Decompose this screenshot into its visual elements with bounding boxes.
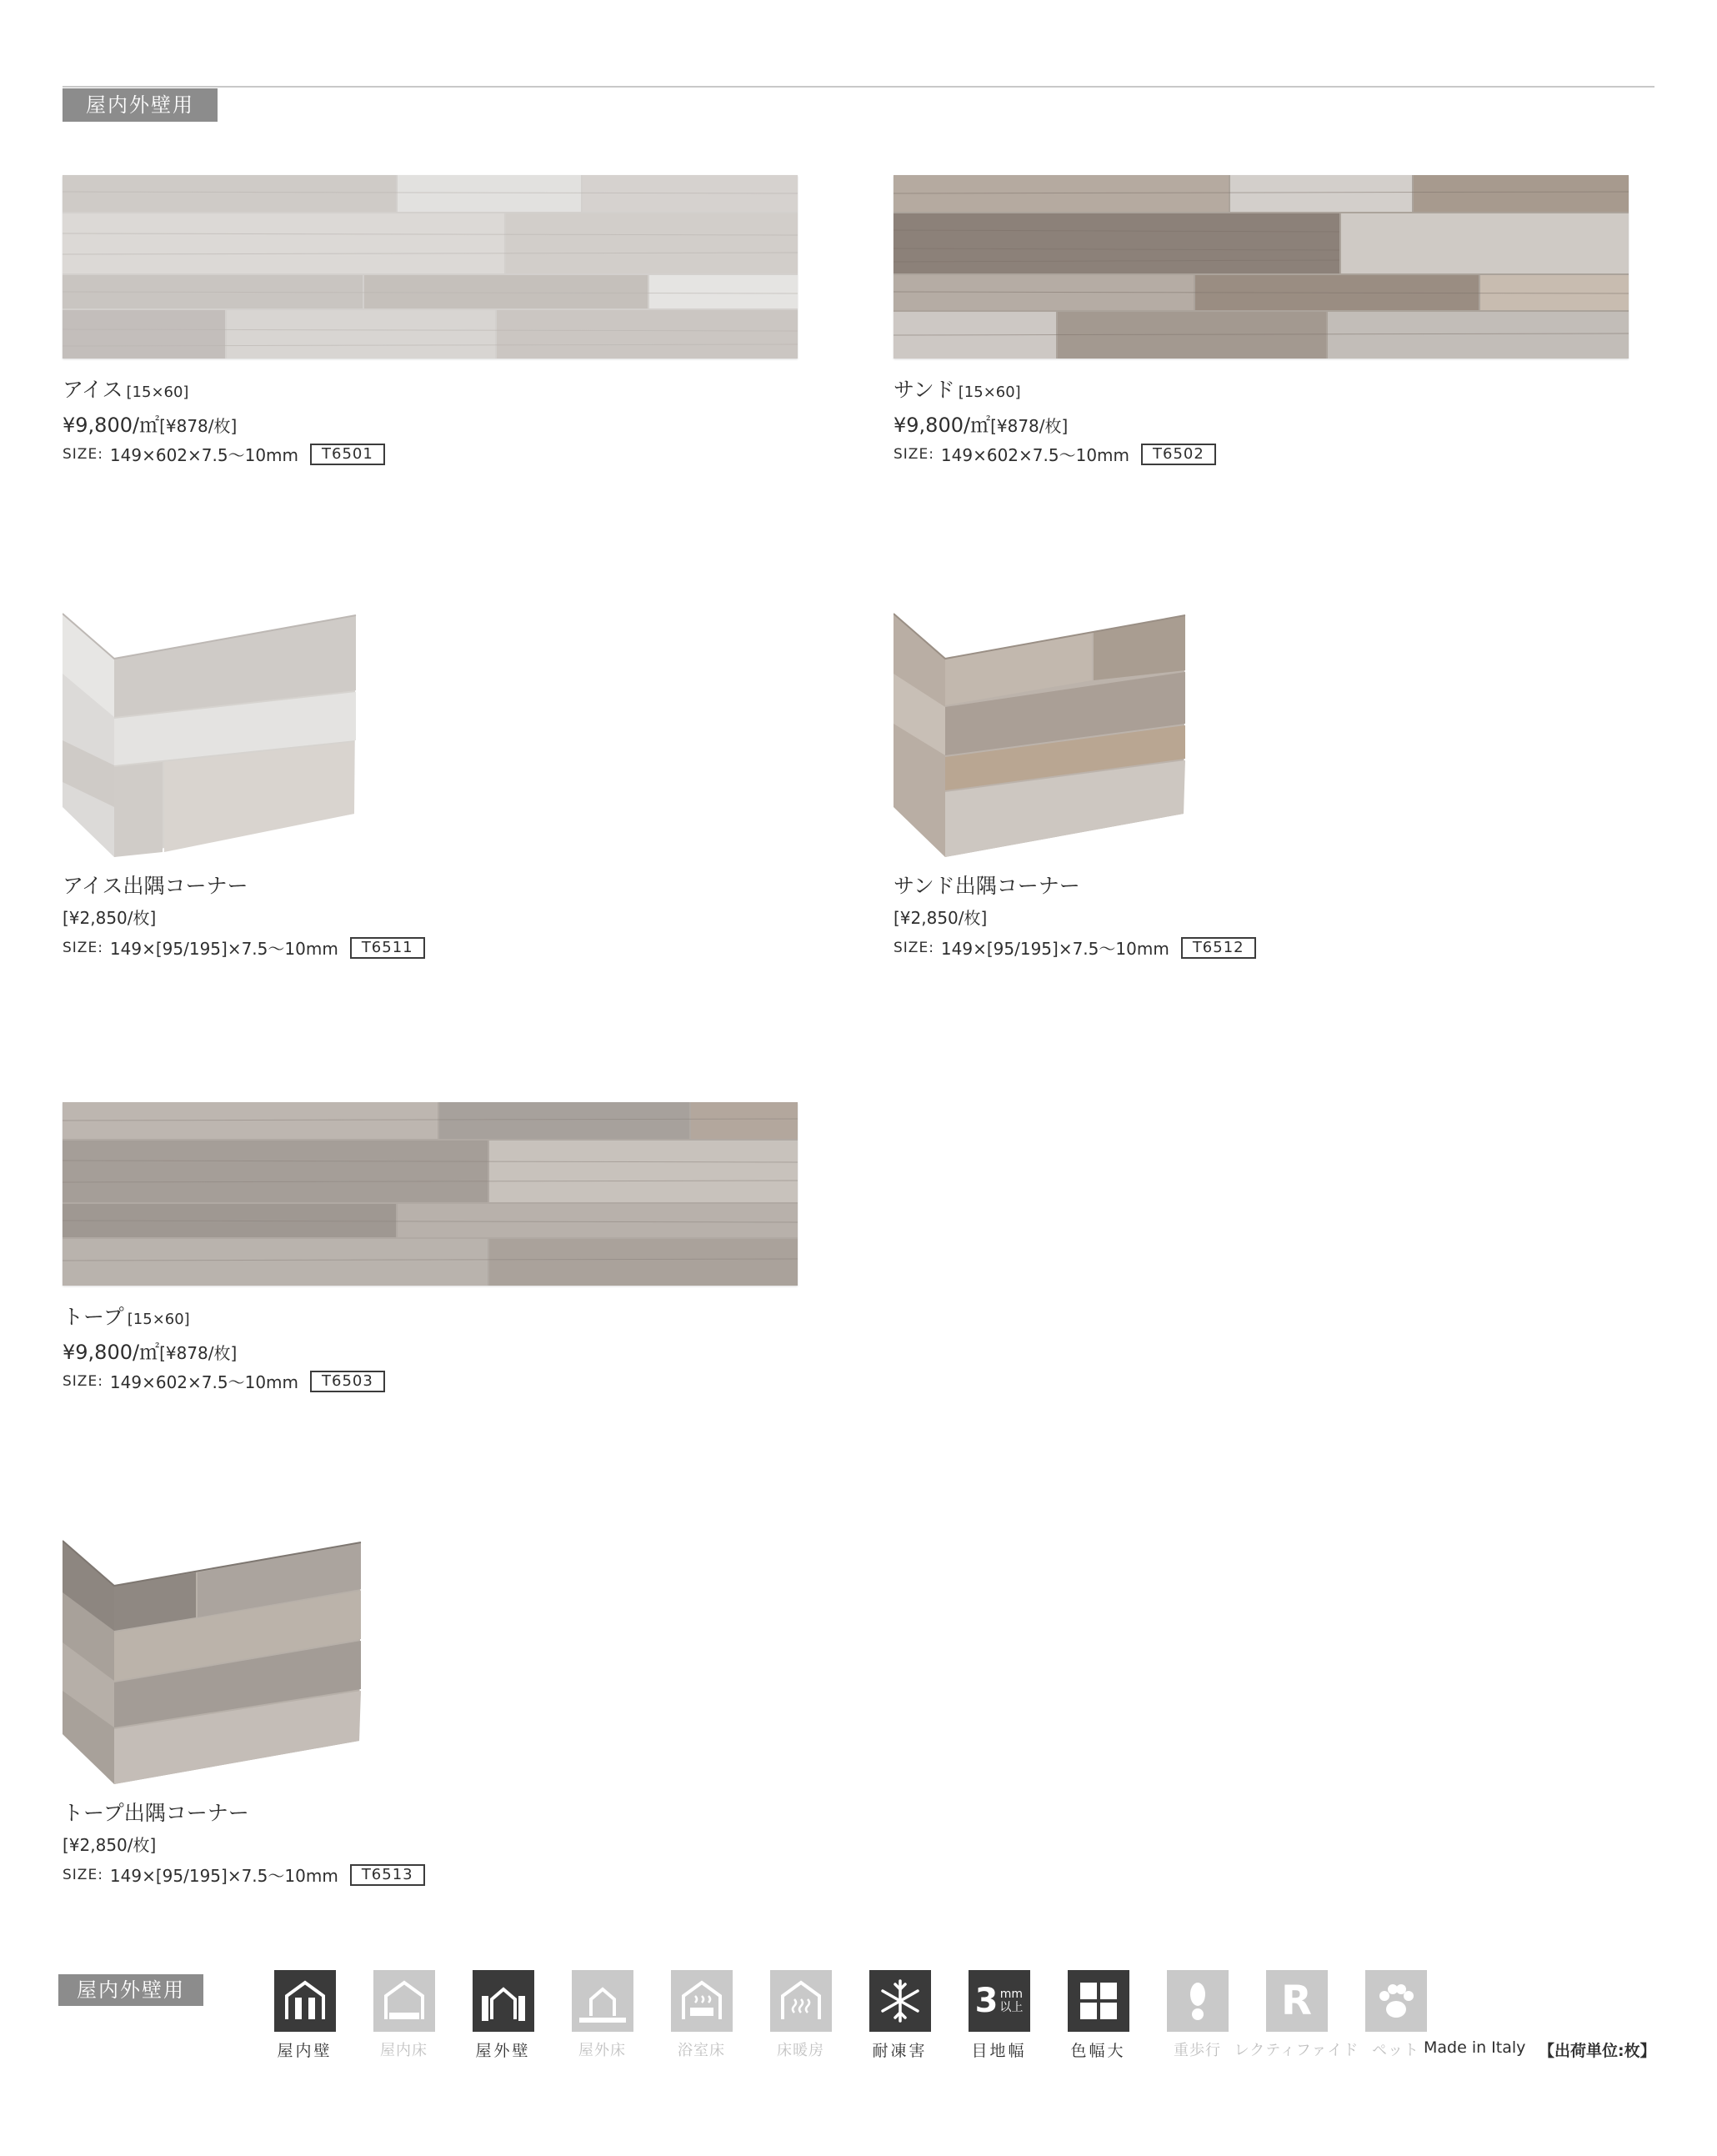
- indoor-floor-icon: [381, 1978, 428, 2024]
- floor-heating-icon: [778, 1978, 824, 2024]
- product-code: T6501: [310, 444, 385, 465]
- product-image-taupe: [63, 1102, 798, 1286]
- product-name: アイス出隅コーナー: [63, 874, 248, 898]
- color-variation-icon: [1075, 1978, 1122, 2024]
- footer-section-label: 屋内外壁用: [58, 1974, 203, 2006]
- product-size: SIZE: 149×602×7.5～10mm T6503: [63, 1369, 385, 1393]
- product-name: サンド出隅コーナー: [894, 874, 1080, 898]
- usage-pet: ペット: [1346, 1970, 1445, 2061]
- heavy-walking-icon: [1174, 1978, 1221, 2024]
- joint-width-icon: 3 mm 以上: [969, 1970, 1030, 2032]
- product-name: トープ [15×60]: [63, 1305, 190, 1329]
- product-image-ice: [63, 175, 798, 358]
- usage-color-variation: 色幅大: [1049, 1970, 1148, 2061]
- product-price: [¥2,850/枚]: [63, 1835, 157, 1855]
- outdoor-floor-icon: [579, 1978, 626, 2024]
- product-image-sand: [894, 175, 1629, 358]
- product-code: T6513: [350, 1864, 425, 1886]
- product-code: T6511: [350, 937, 425, 959]
- product-code: T6512: [1181, 937, 1256, 959]
- product-size: SIZE: 149×[95/195]×7.5～10mm T6511: [63, 935, 425, 960]
- usage-heavy-walking: 重歩行: [1148, 1970, 1247, 2061]
- rectified-icon: R: [1281, 1978, 1312, 2024]
- product-name: アイス [15×60]: [63, 378, 189, 402]
- shipping-unit-label: 【出荷単位:枚】: [1539, 2042, 1656, 2060]
- usage-indoor-floor: 屋内床: [354, 1970, 453, 2061]
- product-size: SIZE: 149×602×7.5～10mm T6501: [63, 442, 385, 466]
- usage-outdoor-wall: 屋外壁: [453, 1970, 553, 2061]
- usage-rectified: R レクティファイド: [1247, 1970, 1346, 2061]
- usage-icon-row: [255, 1970, 1445, 2061]
- indoor-wall-icon: [282, 1978, 328, 2024]
- product-price: [¥2,850/枚]: [894, 908, 988, 928]
- usage-bath-floor: 浴室床: [652, 1970, 751, 2061]
- snowflake-icon: [877, 1978, 924, 2024]
- product-price: ¥9,800/㎡[¥878/枚]: [63, 1341, 238, 1364]
- section-label: 屋内外壁用: [63, 88, 218, 122]
- product-image-taupe-corner: [63, 1534, 367, 1784]
- outdoor-wall-icon: [480, 1978, 527, 2024]
- bath-floor-icon: [678, 1978, 725, 2024]
- usage-joint-width: 3 mm 以上 目地幅: [949, 1970, 1049, 2061]
- product-name: サンド [15×60]: [894, 378, 1021, 402]
- product-price: ¥9,800/㎡[¥878/枚]: [63, 414, 238, 437]
- product-name: トープ出隅コーナー: [63, 1801, 249, 1825]
- product-image-sand-corner: [894, 607, 1194, 857]
- product-code: T6503: [310, 1371, 385, 1392]
- header-rule: [63, 86, 1654, 88]
- product-image-ice-corner: [63, 607, 363, 857]
- usage-indoor-wall: 屋内壁: [255, 1970, 354, 2061]
- product-size: SIZE: 149×602×7.5～10mm T6502: [894, 442, 1216, 466]
- product-size: SIZE: 149×[95/195]×7.5～10mm T6513: [63, 1863, 425, 1887]
- product-price: [¥2,850/枚]: [63, 908, 157, 928]
- usage-outdoor-floor: 屋外床: [553, 1970, 652, 2061]
- usage-floor-heating: 床暖房: [751, 1970, 850, 2061]
- product-price: ¥9,800/㎡[¥878/枚]: [894, 414, 1069, 437]
- usage-frost-resistant: 耐凍害: [850, 1970, 949, 2061]
- product-size: SIZE: 149×[95/195]×7.5～10mm T6512: [894, 935, 1256, 960]
- pet-paw-icon: [1373, 1978, 1419, 2024]
- product-code: T6502: [1141, 444, 1216, 465]
- made-in-label: Made in Italy: [1424, 2038, 1526, 2057]
